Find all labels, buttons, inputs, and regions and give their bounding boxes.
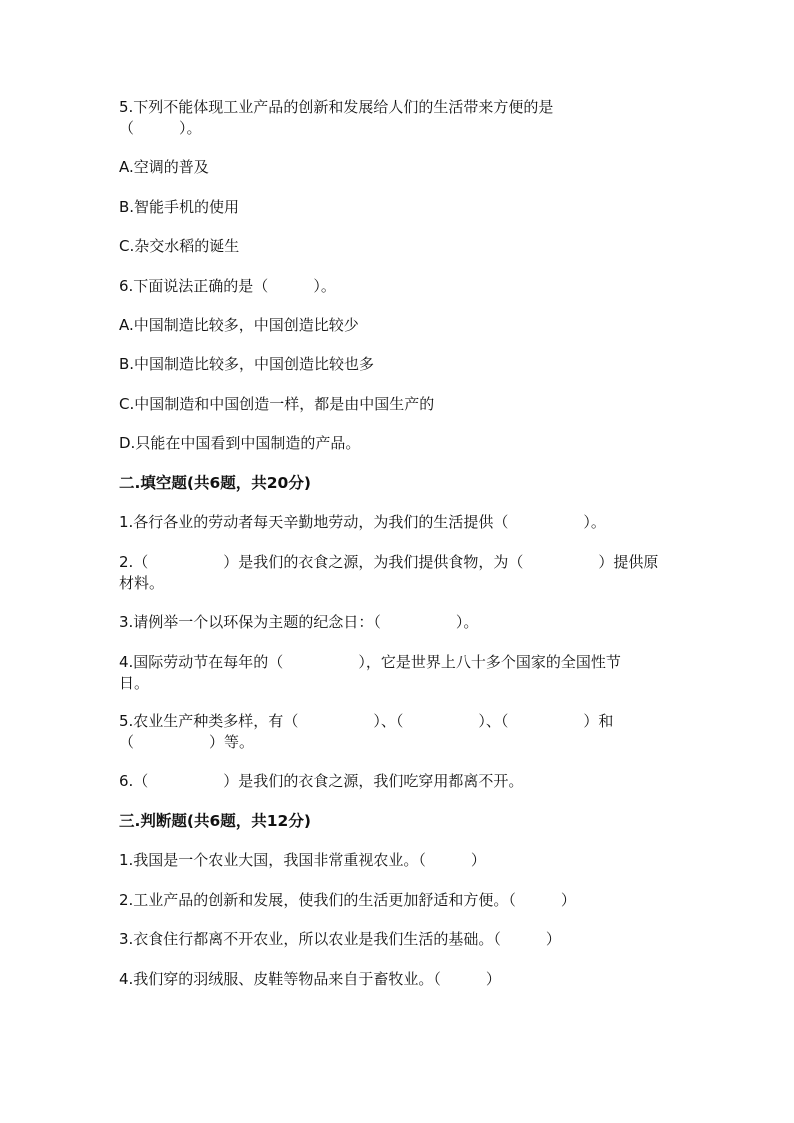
question-6-stem: 6.下面说法正确的是（ ）。 (119, 277, 336, 295)
section-3-heading: 三.判断题(共6题，共12分) (119, 812, 311, 830)
fill-question-1: 1.各行各业的劳动者每天辛勤地劳动，为我们的生活提供（ ）。 (119, 513, 606, 531)
judge-question-1: 1.我国是一个农业大国，我国非常重视农业。（ ） (119, 851, 486, 869)
fill-question-5-cont: （ ）等。 (119, 733, 255, 751)
judge-question-3: 3.衣食住行都离不开农业，所以农业是我们生活的基础。（ ） (119, 930, 561, 948)
question-6-option-a: A.中国制造比较多，中国创造比较少 (119, 316, 359, 334)
section-2-heading: 二.填空题(共6题，共20分) (119, 474, 311, 492)
question-5-stem-cont: （ ）。 (119, 119, 202, 137)
judge-question-4: 4.我们穿的羽绒服、皮鞋等物品来自于畜牧业。（ ） (119, 970, 501, 988)
question-5-option-a: A.空调的普及 (119, 158, 209, 176)
fill-question-4-cont: 日。 (119, 674, 150, 692)
fill-question-2: 2.（ ）是我们的衣食之源，为我们提供食物，为（ ）提供原 (119, 553, 659, 571)
fill-question-2-cont: 材料。 (119, 574, 165, 592)
question-5-stem: 5.下列不能体现工业产品的创新和发展给人们的生活带来方便的是 (119, 98, 554, 116)
fill-question-3: 3.请例举一个以环保为主题的纪念日：（ ）。 (119, 613, 479, 631)
question-5-option-b: B.智能手机的使用 (119, 198, 240, 216)
question-6-option-c: C.中国制造和中国创造一样，都是由中国生产的 (119, 395, 435, 413)
judge-question-2: 2.工业产品的创新和发展，使我们的生活更加舒适和方便。（ ） (119, 891, 576, 909)
fill-question-4: 4.国际劳动节在每年的（ ），它是世界上八十多个国家的全国性节 (119, 653, 621, 671)
fill-question-5: 5.农业生产种类多样，有（ ）、（ ）、（ ）和 (119, 712, 614, 730)
question-6-option-d: D.只能在中国看到中国制造的产品。 (119, 434, 361, 452)
question-6-option-b: B.中国制造比较多，中国创造比较也多 (119, 355, 375, 373)
question-5-option-c: C.杂交水稻的诞生 (119, 237, 240, 255)
fill-question-6: 6.（ ）是我们的衣食之源，我们吃穿用都离不开。 (119, 772, 524, 790)
